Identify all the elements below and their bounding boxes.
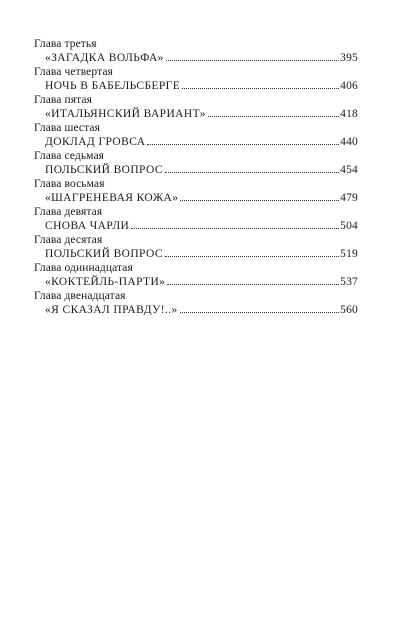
- chapter-title: «ИТАЛЬЯНСКИЙ ВАРИАНТ»: [45, 108, 206, 120]
- chapter-title: НОЧЬ В БАБЕЛЬСБЕРГЕ: [45, 80, 181, 92]
- page-number: 519: [340, 248, 358, 260]
- page-number: 395: [340, 52, 358, 64]
- dot-leader: [167, 283, 339, 285]
- chapter-line: [45, 191, 358, 205]
- page-number: 406: [340, 80, 358, 92]
- chapter-line: [45, 247, 358, 261]
- chapter-number: Глава шестая: [34, 122, 100, 134]
- dot-leader: [147, 143, 339, 145]
- toc-entry: [34, 206, 358, 234]
- chapter-title: «Я СКАЗАЛ ПРАВДУ!..»: [45, 304, 178, 316]
- chapter-title: ПОЛЬСКИЙ ВОПРОС: [45, 248, 163, 260]
- chapter-number: Глава пятая: [34, 94, 92, 106]
- chapter-number: Глава седьмая: [34, 150, 105, 162]
- page-number: 537: [340, 276, 358, 288]
- chapter-number: Глава десятая: [34, 234, 103, 246]
- chapter-line: [45, 135, 358, 149]
- chapter-number: Глава третья: [34, 38, 97, 50]
- chapter-line: [45, 107, 358, 121]
- chapter-title: ПОЛЬСКИЙ ВОПРОС: [45, 164, 163, 176]
- toc-entry: [34, 290, 358, 318]
- chapter-line: [45, 303, 358, 317]
- page-number: 418: [340, 108, 358, 120]
- toc-entry: [34, 150, 358, 178]
- page-number: 504: [340, 220, 358, 232]
- chapter-title: «ШАГРЕНЕВАЯ КОЖА»: [45, 192, 179, 204]
- dot-leader: [166, 59, 339, 61]
- dot-leader: [208, 115, 339, 117]
- dot-leader: [131, 227, 339, 229]
- toc-entry: [34, 66, 358, 94]
- chapter-number: Глава двенадцатая: [34, 290, 126, 302]
- chapter-title: СНОВА ЧАРЛИ: [45, 220, 130, 232]
- chapter-line: [45, 275, 358, 289]
- page-number: 440: [340, 136, 358, 148]
- chapter-title: ДОКЛАД ГРОВСА: [45, 136, 146, 148]
- toc-entry: [34, 234, 358, 262]
- toc-entry: [34, 122, 358, 150]
- chapter-line: [45, 79, 358, 93]
- chapter-number: Глава восьмая: [34, 178, 105, 190]
- dot-leader: [180, 311, 340, 313]
- toc-entry: [34, 38, 358, 66]
- page-number: 454: [340, 164, 358, 176]
- chapter-title: «КОКТЕЙЛЬ-ПАРТИ»: [45, 276, 166, 288]
- table-of-contents: [34, 38, 358, 318]
- chapter-line: [45, 163, 358, 177]
- chapter-number: Глава одиннадцатая: [34, 262, 133, 274]
- chapter-number: Глава девятая: [34, 206, 103, 218]
- toc-entry: [34, 94, 358, 122]
- dot-leader: [165, 255, 339, 257]
- toc-entry: [34, 262, 358, 290]
- chapter-line: [45, 219, 358, 233]
- page-number: 560: [340, 304, 358, 316]
- chapter-title: «ЗАГАДКА ВОЛЬФА»: [45, 52, 164, 64]
- dot-leader: [165, 171, 339, 173]
- dot-leader: [180, 199, 339, 201]
- toc-entry: [34, 178, 358, 206]
- chapter-line: [45, 51, 358, 65]
- chapter-number: Глава четвертая: [34, 66, 113, 78]
- page-number: 479: [340, 192, 358, 204]
- dot-leader: [182, 87, 339, 89]
